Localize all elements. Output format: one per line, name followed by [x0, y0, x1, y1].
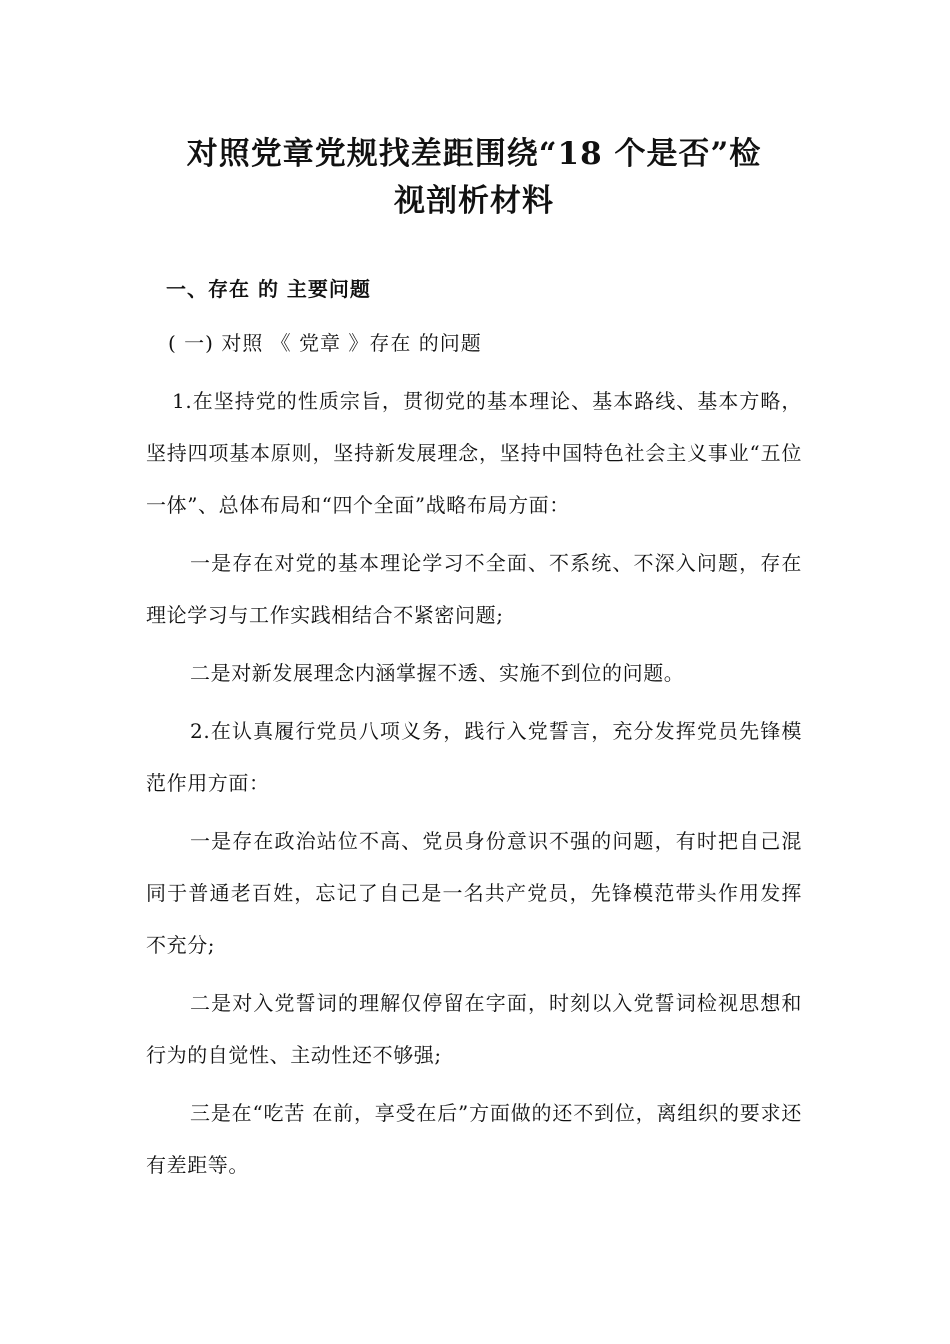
paragraph-item-2-point-2: 二是对入党誓词的理解仅停留在字面，时刻以入党誓词检视思想和行为的自觉性、主动性还不够强; — [146, 991, 802, 1067]
section-heading: 一、存在 的 主要问题 — [166, 277, 371, 301]
paragraph-item-2: 2.在认真履行党员八项义务，践行入党誓言，充分发挥党员先锋模范作用方面： — [146, 719, 802, 795]
document-title — [146, 131, 802, 225]
paragraph-item-2-point-3: 三是在“吃苦 在前，享受在后”方面做的还不到位，离组织的要求还有差距等。 — [146, 1101, 802, 1177]
subsection-heading: ( 一) 对照 《 党章 》存在 的问题 — [168, 331, 482, 355]
paragraph-item-1: 1.在坚持党的性质宗旨，贯彻党的基本理论、基本路线、基本方略，坚持四项基本原则，坚持新发展理念，坚持中国特色社会主义事业“五位一体”、总体布局和“四个全面”战略布局方面： — [146, 389, 802, 517]
document-title-line-2: 视剖析材料 — [394, 183, 554, 219]
document-title-line-1: 对照党章党规找差距围绕“18 个是否”检 — [186, 136, 762, 172]
paragraph-item-1-point-1: 一是存在对党的基本理论学习不全面、不系统、不深入问题，存在理论学习与工作实践相结合不紧密问题; — [146, 551, 802, 627]
paragraph-item-1-point-2: 二是对新发展理念内涵掌握不透、实施不到位的问题。 — [190, 661, 685, 685]
paragraph-item-2-point-1: 一是存在政治站位不高、党员身份意识不强的问题，有时把自己混同于普通老百姓，忘记了自己是一名共产党员，先锋模范带头作用发挥不充分; — [146, 829, 802, 957]
